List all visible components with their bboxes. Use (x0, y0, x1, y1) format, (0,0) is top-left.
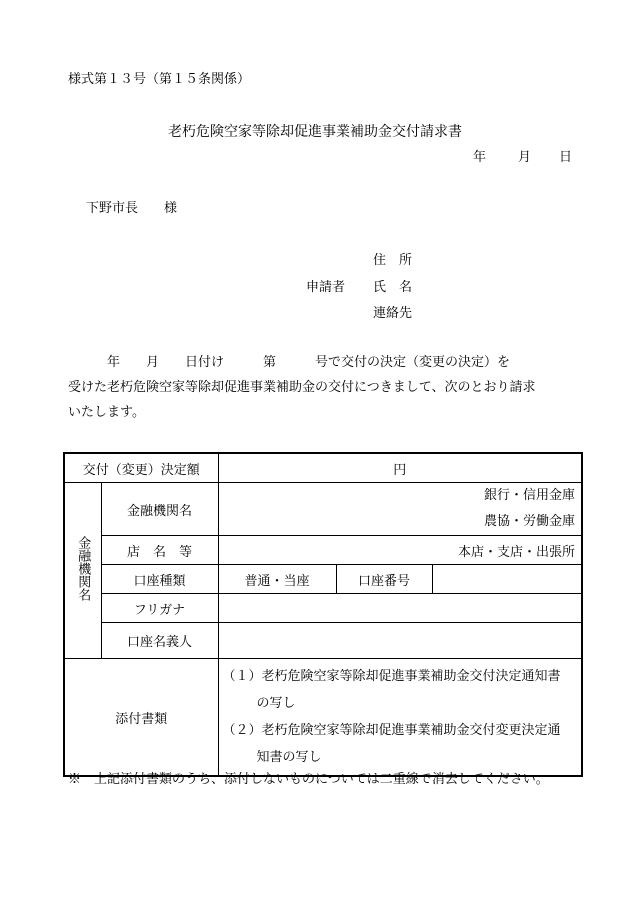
attachment-item: （１）老朽危険空家等除却促進事業補助金交付決定通知書 (222, 669, 561, 684)
account-type-label: 口座種類 (101, 565, 218, 594)
page-title: 老朽危険空家等除却促進事業補助金交付請求書 (168, 124, 462, 140)
request-statement (68, 350, 568, 425)
account-number-field[interactable] (432, 565, 582, 594)
applicant-contact-label: 連絡先 (373, 306, 413, 321)
statement-line: 年 月 日付け 第 号で交付の決定（変更の決定）を (68, 355, 511, 370)
date-line (473, 146, 572, 165)
branch-field[interactable]: 本店・支店・出張所 (218, 536, 582, 565)
form-number: 様式第１３号（第１５条関係） (68, 72, 251, 87)
bank-name-field[interactable] (218, 483, 582, 536)
furigana-field[interactable] (218, 594, 582, 623)
attachment-item-cont: 知書の写し (256, 750, 322, 765)
statement-line: いたします。 (68, 405, 145, 420)
account-holder-label: 口座名義人 (101, 623, 218, 659)
bank-type-1: 銀行・信用金庫 (484, 488, 576, 503)
bank-type-2: 農協・労働金庫 (484, 514, 576, 529)
applicant-address-label: 住 所 (373, 253, 413, 268)
account-number-label: 口座番号 (336, 565, 432, 594)
account-holder-field[interactable] (218, 623, 582, 659)
branch-label: 店 名 等 (101, 536, 218, 565)
date-year: 年 (473, 150, 487, 165)
applicant-label: 申請者 (306, 280, 346, 295)
attachments-label: 添付書類 (64, 659, 218, 777)
amount-field[interactable]: 円 (218, 453, 582, 483)
furigana-label: フリガナ (101, 594, 218, 623)
date-month: 月 (518, 150, 532, 165)
bank-group-label: 金融機関名 (64, 483, 101, 659)
attachment-item: （２）老朽危険空家等除却促進事業補助金交付変更決定通 (222, 723, 561, 738)
statement-line: 受けた老朽危険空家等除却促進事業補助金の交付につきまして、次のとおり請求 (68, 380, 536, 395)
recipient: 下野市長 様 (86, 201, 178, 216)
attachment-item-cont: の写し (256, 696, 296, 711)
amount-label: 交付（変更）決定額 (64, 453, 218, 483)
payment-form-table (63, 452, 583, 777)
bank-name-label: 金融機関名 (101, 483, 218, 536)
attachments-list (218, 659, 582, 777)
applicant-name-label: 氏 名 (373, 280, 413, 295)
date-day: 日 (559, 150, 573, 165)
account-type-field[interactable]: 普通・当座 (218, 565, 336, 594)
footnote: ※ 上記添付書類のうち、添付しないものについては二重線で消去してください。 (68, 772, 549, 787)
